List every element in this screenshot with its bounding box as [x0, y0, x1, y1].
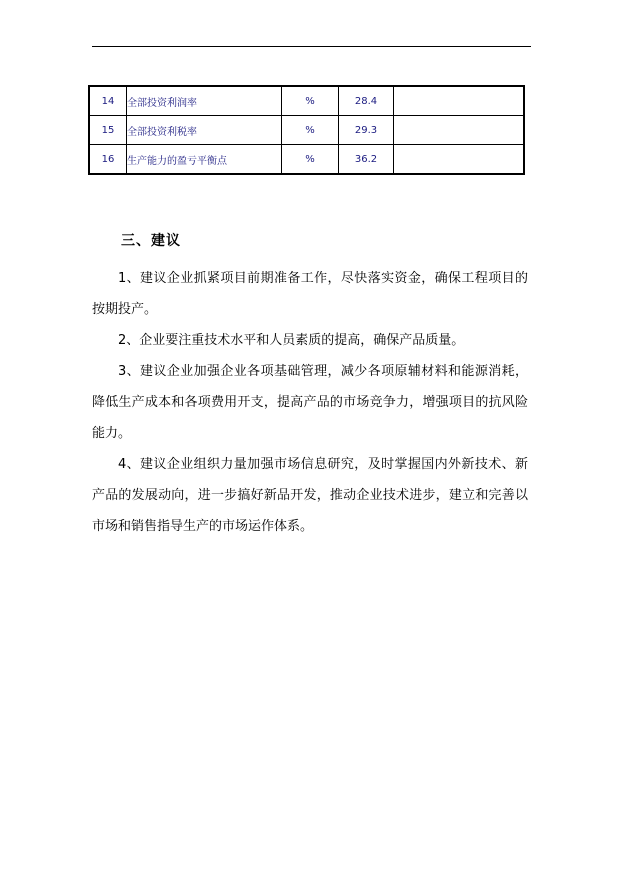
table-row: [89, 86, 524, 116]
row-number: 15: [89, 116, 127, 145]
indicator-value: 36.2: [339, 145, 394, 175]
indicator-unit: %: [282, 116, 339, 145]
indicator-unit: %: [282, 145, 339, 175]
indicator-name: 生产能力的盈亏平衡点: [127, 145, 282, 175]
indicator-unit: %: [282, 86, 339, 116]
indicator-value: 29.3: [339, 116, 394, 145]
indicator-name: 全部投资利税率: [127, 116, 282, 145]
table-row: [89, 145, 524, 175]
financial-indicators-table: [88, 85, 525, 175]
recommendation-paragraph: 1、建议企业抓紧项目前期准备工作，尽快落实资金，确保工程项目的按期投产。: [92, 271, 528, 317]
row-number: 14: [89, 86, 127, 116]
recommendation-paragraph: 3、建议企业加强企业各项基础管理，减少各项原辅材料和能源消耗，降低生产成本和各项费用开支，提高产品的市场竞争力，增强项目的抗风险能力。: [92, 364, 528, 441]
recommendation-paragraph: 2、企业要注重技术水平和人员素质的提高，确保产品质量。: [118, 333, 465, 348]
recommendations-body: [92, 263, 528, 542]
indicator-note: [394, 86, 525, 116]
indicator-value: 28.4: [339, 86, 394, 116]
indicator-note: [394, 145, 525, 175]
header-rule: [92, 46, 531, 47]
row-number: 16: [89, 145, 127, 175]
section-heading: 三、建议: [121, 233, 181, 249]
indicator-note: [394, 116, 525, 145]
recommendation-paragraph: 4、建议企业组织力量加强市场信息研究，及时掌握国内外新技术、新产品的发展动向，进一步搞好新品开发，推动企业技术进步，建立和完善以市场和销售指导生产的市场运作体系。: [92, 457, 528, 534]
table-row: [89, 116, 524, 145]
indicator-name: 全部投资利润率: [127, 86, 282, 116]
